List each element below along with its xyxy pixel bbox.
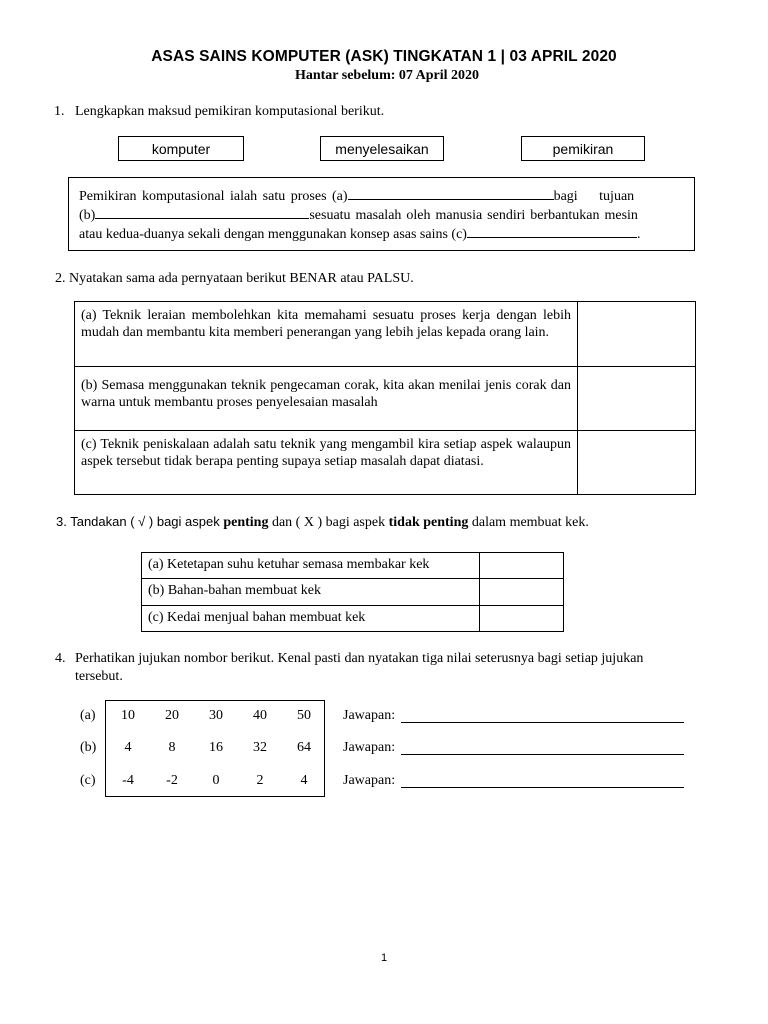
answer-cell-c[interactable] [578, 431, 696, 495]
sequence-value: 4 [124, 740, 132, 755]
sequence-value: 8 [168, 740, 176, 755]
aspect-c: (c) Kedai menjual bahan membuat kek [142, 606, 480, 632]
answer-line-c[interactable] [401, 787, 684, 788]
question-4-text [75, 650, 715, 686]
sequence-value: 16 [209, 740, 223, 755]
answer-label-c: Jawapan: [343, 773, 396, 788]
sequence-value: 64 [297, 740, 311, 755]
passage-line1-end: bagi tujuan [553, 189, 635, 204]
sequence-row-b [106, 740, 326, 756]
statement-a: (a) Teknik leraian membolehkan kita memahami sesuatu proses kerja dengan lebih mudah dan membantu kita memberi penerangan yang lebih jelas kepada orang lain. [75, 302, 578, 367]
statement-b: (b) Semasa menggunakan teknik pengecaman corak, kita akan menilai jenis corak dan warna untuk membantu proses penyelesaian masalah [75, 367, 578, 431]
answer-cell-a[interactable] [578, 302, 696, 367]
passage-line1-end-wrap [554, 187, 684, 206]
tick-cell-a[interactable] [480, 553, 564, 579]
sequence-value: 2 [256, 773, 264, 788]
question-3-text [56, 513, 589, 532]
sequence-row-c [106, 773, 326, 789]
table-row [75, 431, 696, 495]
question-4-number: 4. [55, 651, 66, 666]
passage-line1-start: Pemikiran komputasional ialah satu proses (a) [79, 189, 348, 204]
tick-cell-b[interactable] [480, 579, 564, 606]
answer-cell-b[interactable] [578, 367, 696, 431]
table-row [142, 606, 564, 632]
answer-label-b: Jawapan: [343, 740, 396, 755]
passage-line2-start: (b) [79, 208, 96, 223]
word-bank-item-komputer: komputer [118, 136, 244, 161]
definition-passage [68, 177, 695, 251]
sequence-row-a [106, 708, 326, 724]
true-false-table [74, 301, 696, 495]
table-row [75, 367, 696, 431]
sequence-value: 20 [165, 708, 179, 723]
question-1-number: 1. [54, 104, 65, 119]
answer-line-b[interactable] [401, 754, 684, 755]
checklist-table [141, 552, 564, 632]
question-3-prefix: 3. Tandakan ( √ ) bagi aspek [56, 514, 224, 529]
sequence-value: 32 [253, 740, 267, 755]
passage-line2-end: sesuatu masalah oleh manusia sendiri berbantukan mesin [309, 208, 638, 223]
sequence-value: -4 [122, 773, 134, 788]
statement-c: (c) Teknik peniskalaan adalah satu teknik yang mengambil kira setiap aspek walaupun aspek tersebut tidak berapa penting supaya setiap masalah dapat diatasi. [75, 431, 578, 495]
question-1-text: Lengkapkan maksud pemikiran komputasional berikut. [75, 104, 385, 119]
sequence-value: 4 [300, 773, 308, 788]
table-row [142, 553, 564, 579]
question-3-bold-penting: penting [223, 515, 269, 530]
blank-b[interactable] [95, 206, 309, 219]
blank-a[interactable] [348, 187, 554, 200]
passage-line3-end: . [636, 227, 641, 242]
sequence-value: 50 [297, 708, 311, 723]
blank-c[interactable] [467, 225, 637, 238]
passage-line3-start: atau kedua-duanya sekali dengan menggunakan konsep asas sains (c) [79, 227, 467, 242]
table-row [75, 302, 696, 367]
page-title: ASAS SAINS KOMPUTER (ASK) TINGKATAN 1 | 03 APRIL 2020 [151, 48, 617, 65]
question-3-bold-tidak-penting: tidak penting [388, 515, 469, 530]
question-3-suffix: dalam membuat kek. [468, 515, 589, 530]
tick-cell-c[interactable] [480, 606, 564, 632]
question-3-middle: dan ( X ) bagi aspek [268, 515, 389, 530]
sequence-value: -2 [166, 773, 178, 788]
aspect-b: (b) Bahan-bahan membuat kek [142, 579, 480, 606]
page-number: 1 [380, 952, 388, 964]
answer-label-a: Jawapan: [343, 708, 396, 723]
sequence-label-a: (a) [80, 708, 96, 723]
answer-line-a[interactable] [401, 722, 684, 723]
word-bank-item-menyelesaikan: menyelesaikan [320, 136, 444, 161]
question-4-line1: Perhatikan jujukan nombor berikut. Kenal pasti dan nyatakan tiga nilai seterusnya bagi setiap jujukan [75, 651, 644, 666]
sequence-label-c: (c) [80, 773, 96, 788]
table-row [142, 579, 564, 606]
sequence-value: 10 [121, 708, 135, 723]
sequence-value: 40 [253, 708, 267, 723]
page-subtitle: Hantar sebelum: 07 April 2020 [294, 68, 480, 83]
sequence-value: 0 [212, 773, 220, 788]
question-4-line2: tersebut. [75, 669, 123, 684]
sequence-label-b: (b) [80, 740, 97, 755]
aspect-a: (a) Ketetapan suhu ketuhar semasa membakar kek [142, 553, 480, 579]
question-2-text: 2. Nyatakan sama ada pernyataan berikut BENAR atau PALSU. [55, 271, 414, 286]
word-bank-item-pemikiran: pemikiran [521, 136, 645, 161]
sequence-value: 30 [209, 708, 223, 723]
